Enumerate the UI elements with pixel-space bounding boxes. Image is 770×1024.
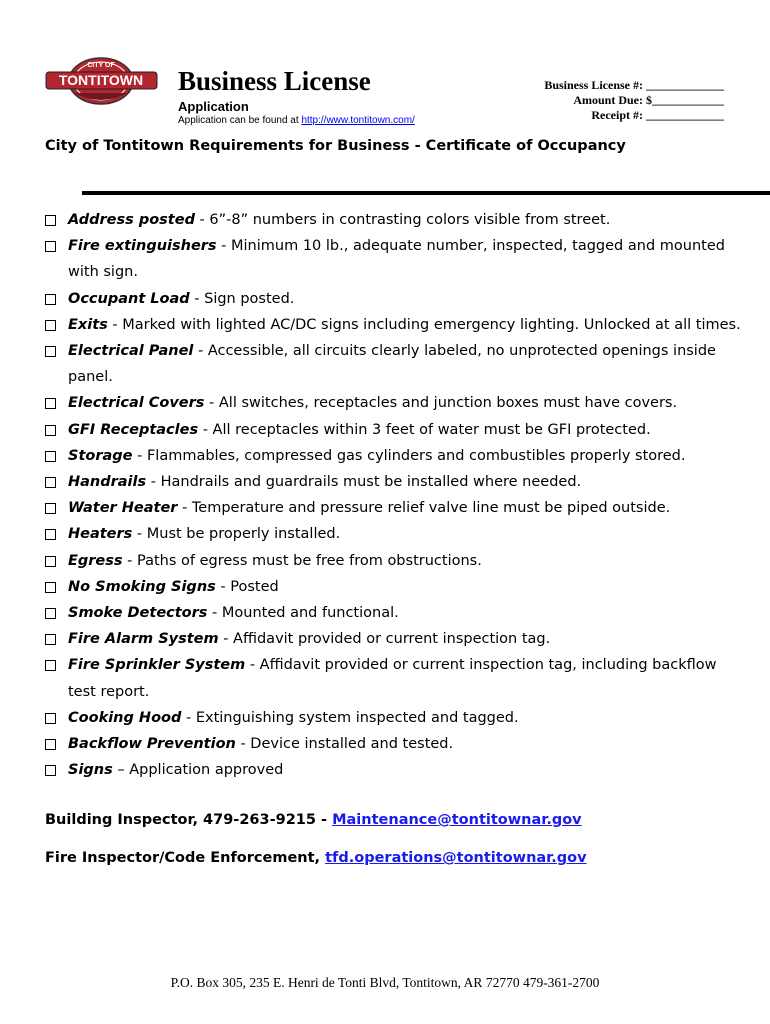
building-inspector-label: Building Inspector, 479-263-9215 -	[45, 812, 333, 828]
svg-text:CITY OF: CITY OF	[87, 62, 115, 69]
requirement-description: - All switches, receptacles and junction boxes must have covers.	[204, 395, 678, 412]
building-inspector-contact	[45, 812, 582, 828]
checkbox[interactable]	[45, 477, 56, 488]
requirement-description: - Posted	[215, 578, 279, 595]
building-inspector-email-link[interactable]: Maintenance@tontitownar.gov	[332, 812, 582, 828]
checkbox[interactable]	[45, 713, 56, 724]
section-heading: City of Tontitown Requirements for Business - Certificate of Occupancy	[45, 138, 626, 154]
requirements-checklist	[44, 207, 744, 783]
checklist-item	[44, 469, 744, 495]
checklist-item	[44, 600, 744, 626]
checklist-item	[44, 548, 744, 574]
requirement-description: - 6”-8” numbers in contrasting colors visible from street.	[194, 212, 611, 228]
checklist-item	[44, 233, 744, 285]
requirement-term: Electrical Panel	[68, 343, 194, 360]
requirement-description: - Flammables, compressed gas cylinders and combustibles properly stored.	[132, 447, 686, 464]
checkbox[interactable]	[45, 660, 56, 671]
checkbox[interactable]	[45, 320, 56, 331]
receipt-number-field[interactable]: Receipt #: _____________	[591, 108, 724, 122]
requirement-description: - Affidavit provided or current inspection tag.	[218, 631, 551, 648]
tontitown-website-link[interactable]: http://www.tontitown.com/	[301, 115, 415, 126]
checkbox[interactable]	[45, 451, 56, 462]
checklist-item	[44, 286, 744, 312]
requirement-term: Handrails	[68, 474, 147, 491]
page-subtitle: Application	[178, 99, 249, 114]
checklist-item	[44, 731, 744, 757]
requirement-term: Electrical Covers	[68, 395, 205, 412]
fire-inspector-contact	[45, 850, 587, 866]
requirement-description: - Marked with lighted AC/DC signs including emergency lighting. Unlocked at all times.	[107, 316, 741, 333]
svg-text:TONTITOWN: TONTITOWN	[58, 72, 144, 88]
checkbox[interactable]	[45, 241, 56, 252]
business-license-number-field[interactable]: Business License #: _____________	[544, 78, 724, 92]
checklist-item	[44, 521, 744, 547]
checkbox[interactable]	[45, 582, 56, 593]
requirement-term: Occupant Load	[68, 290, 190, 307]
requirement-term: Signs	[68, 762, 113, 779]
requirement-description: - Handrails and guardrails must be installed where needed.	[146, 474, 582, 491]
requirement-description: - Sign posted.	[189, 290, 295, 307]
checkbox[interactable]	[45, 294, 56, 305]
checklist-item	[44, 626, 744, 652]
checklist-item	[44, 705, 744, 731]
requirement-description: - Accessible, all circuits clearly labeled, no unprotected openings inside panel.	[68, 343, 716, 386]
requirement-term: Smoke Detectors	[68, 605, 208, 622]
checkbox[interactable]	[45, 398, 56, 409]
footer-address: P.O. Box 305, 235 E. Henri de Tonti Blvd, Tontitown, AR 72770 479-361-2700	[170, 975, 600, 990]
checklist-item	[44, 207, 744, 233]
divider	[82, 191, 770, 195]
checkbox[interactable]	[45, 346, 56, 357]
requirement-description: - Paths of egress must be free from obstructions.	[122, 552, 482, 569]
tontitown-seal-icon	[44, 55, 159, 107]
requirement-term: Water Heater	[68, 500, 178, 517]
fire-inspector-label: Fire Inspector/Code Enforcement,	[45, 850, 326, 866]
requirement-description: - Device installed and tested.	[235, 736, 454, 753]
requirement-term: GFI Receptacles	[68, 421, 199, 438]
checkbox[interactable]	[45, 556, 56, 567]
requirement-term: Fire Alarm System	[68, 631, 219, 648]
office-use-fields	[544, 78, 724, 123]
checklist-item	[44, 495, 744, 521]
checkbox[interactable]	[45, 739, 56, 750]
requirement-term: Exits	[68, 316, 108, 333]
checklist-item	[44, 390, 744, 416]
requirement-term: Storage	[68, 447, 133, 464]
requirement-description: - Extinguishing system inspected and tagged.	[181, 709, 519, 726]
checklist-item	[44, 338, 744, 390]
checkbox[interactable]	[45, 503, 56, 514]
requirement-description: – Application approved	[112, 762, 284, 779]
requirement-description: - Mounted and functional.	[207, 605, 399, 622]
checklist-item	[44, 757, 744, 783]
requirement-term: Fire extinguishers	[68, 238, 217, 255]
city-logo	[44, 55, 159, 107]
checkbox[interactable]	[45, 215, 56, 226]
requirement-description: - Must be properly installed.	[132, 526, 341, 543]
fire-inspector-email-link[interactable]: tfd.operations@tontitownar.gov	[325, 850, 587, 866]
requirement-term: Address posted	[68, 212, 195, 228]
checklist-item	[44, 652, 744, 704]
requirement-term: Cooking Hood	[68, 709, 182, 726]
requirement-description: - Affidavit provided or current inspection tag, including backflow test report.	[68, 657, 717, 700]
application-note	[178, 115, 415, 126]
requirement-description: - Minimum 10 lb., adequate number, inspected, tagged and mounted with sign.	[68, 238, 725, 281]
checkbox[interactable]	[45, 425, 56, 436]
amount-due-field[interactable]: Amount Due: $____________	[573, 93, 724, 107]
requirement-description: - All receptacles within 3 feet of water must be GFI protected.	[198, 421, 651, 438]
page-title: Business License	[178, 66, 371, 96]
checkbox[interactable]	[45, 634, 56, 645]
application-note-text: Application can be found at	[178, 115, 302, 126]
checklist-item	[44, 417, 744, 443]
requirement-term: No Smoking Signs	[68, 578, 216, 595]
checklist-item	[44, 574, 744, 600]
requirement-term: Egress	[68, 552, 123, 569]
checkbox[interactable]	[45, 529, 56, 540]
requirement-term: Heaters	[68, 526, 133, 543]
checkbox[interactable]	[45, 765, 56, 776]
requirement-description: - Temperature and pressure relief valve line must be piped outside.	[177, 500, 671, 517]
requirement-term: Backflow Prevention	[68, 736, 236, 753]
checkbox[interactable]	[45, 608, 56, 619]
requirement-term: Fire Sprinkler System	[68, 657, 246, 674]
checklist-item	[44, 312, 744, 338]
checklist-item	[44, 443, 744, 469]
